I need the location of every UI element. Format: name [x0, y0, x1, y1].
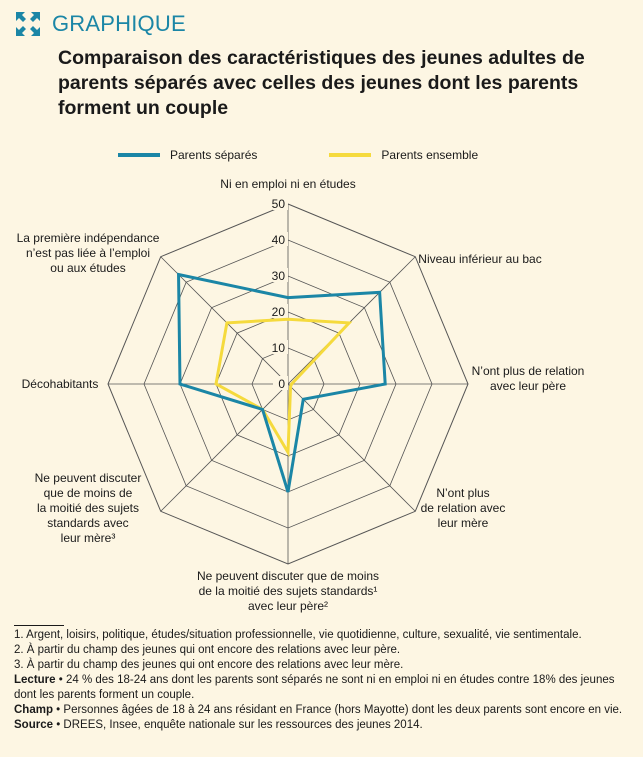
axis-label-5-line-3: standards avec	[47, 516, 129, 530]
lecture-label: Lecture	[14, 674, 56, 686]
axis-label-6-line-0: Décohabitants	[21, 377, 99, 391]
grid-spoke-5	[161, 384, 288, 511]
notes-divider	[14, 625, 64, 626]
axis-label-5-line-1: que de moins de	[43, 486, 133, 500]
axis-label-2-line-0: N’ont plus de relation	[471, 364, 585, 378]
source-label: Source	[14, 719, 53, 731]
tick-label-30: 30	[271, 269, 285, 283]
tick-label-40: 40	[271, 233, 285, 247]
axis-label-5-line-4: leur mère³	[60, 531, 116, 545]
axis-label-7-line-2: ou aux études	[50, 261, 126, 275]
axis-label-5-line-0: Ne peuvent discuter	[34, 471, 142, 485]
footnote-3: 3. À partir du champ des jeunes qui ont encore des relations avec leur mère.	[14, 659, 404, 671]
axis-label-3-line-0: N’ont plus	[436, 486, 490, 500]
axis-label-0-line-0: Ni en emploi ni en études	[220, 177, 356, 191]
grid-spoke-3	[288, 384, 415, 511]
axis-label-7-line-1: n’est pas liée à l’emploi	[25, 246, 151, 260]
source-note	[14, 718, 629, 733]
lecture-text: • 24 % des 18-24 ans dont les parents sont séparés ne sont ni en emploi ni en études contre 18% des jeunes dont les parents forment un couple.	[14, 674, 615, 701]
axis-label-3-line-2: leur mère	[437, 516, 489, 530]
axis-label-4-line-2: avec leur père²	[247, 599, 329, 613]
champ-note	[14, 703, 629, 718]
legend-label-separes: Parents séparés	[170, 148, 258, 162]
axis-label-5-line-2: la moitié des sujets	[36, 501, 140, 515]
lecture-note	[14, 673, 629, 703]
axis-label-4-line-1: de la moitié des sujets standards¹	[198, 584, 378, 598]
tick-label-0: 0	[278, 377, 285, 391]
legend-label-ensemble: Parents ensemble	[381, 148, 479, 162]
tick-label-10: 10	[271, 341, 285, 355]
footnote-2: 2. À partir du champ des jeunes qui ont encore des relations avec leur père.	[14, 644, 401, 656]
chart-title: Comparaison des caractéristiques des jeunes adultes de parents séparés avec celles des jeunes dont les parents forment un couple	[58, 47, 585, 119]
champ-label: Champ	[14, 704, 53, 716]
axis-label-7-line-0: La première indépendance	[16, 231, 160, 245]
tick-label-50: 50	[271, 197, 285, 211]
notes	[14, 628, 629, 733]
axis-label-2-line-1: avec leur père	[489, 379, 567, 393]
source-text: • DREES, Insee, enquête nationale sur les ressources des jeunes 2014.	[53, 719, 423, 731]
axis-label-1-line-0: Niveau inférieur au bac	[418, 252, 542, 266]
tick-label-20: 20	[271, 305, 285, 319]
footnote-1: 1. Argent, loisirs, politique, études/situation professionnelle, vie quotidienne, culture, sexualité, vie sentimentale.	[14, 629, 582, 641]
axis-label-3-line-1: de relation avec	[420, 501, 506, 515]
kicker: GRAPHIQUE	[52, 11, 186, 36]
champ-text: • Personnes âgées de 18 à 24 ans résidant en France (hors Mayotte) dont les deux parents sont encore en vie.	[52, 704, 623, 716]
axis-label-4-line-0: Ne peuvent discuter que de moins	[196, 569, 380, 583]
